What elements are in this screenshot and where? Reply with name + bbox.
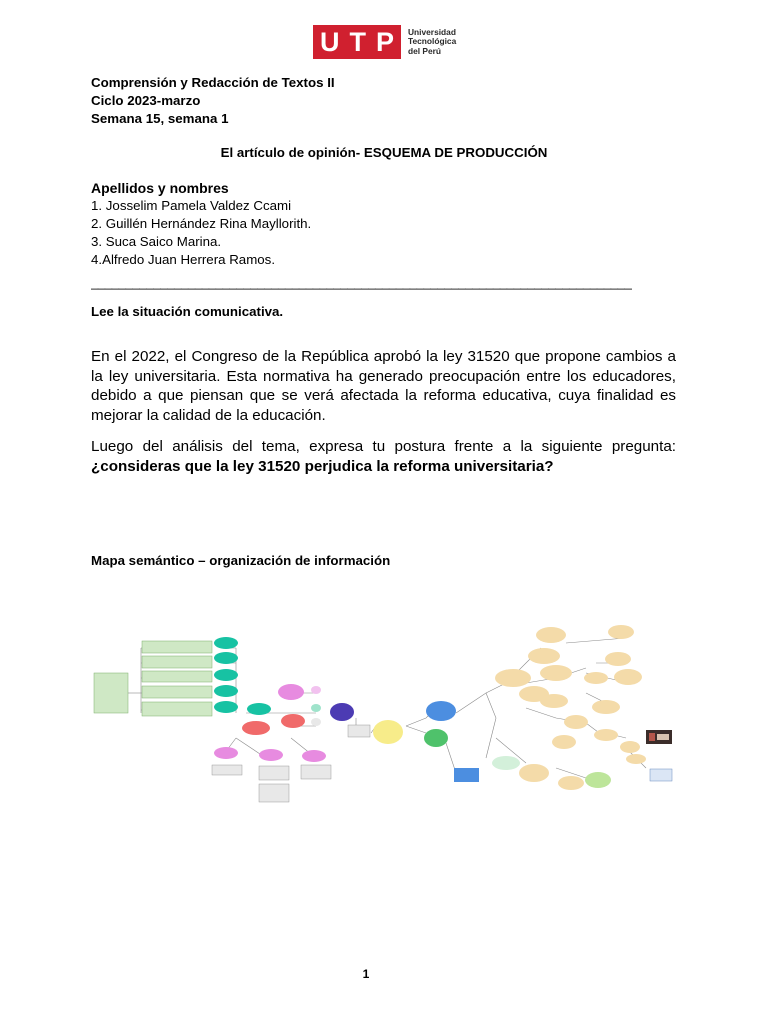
- question-paragraph: [91, 437, 676, 476]
- name-item-1: 1. Josselim Pamela Valdez Ccami: [91, 198, 292, 213]
- logo-university-name: [408, 28, 456, 57]
- student-names: [91, 179, 311, 269]
- utp-logo-box: [313, 25, 401, 59]
- situation-paragraph: En el 2022, el Congreso de la República aprobó la ley 31520 que propone cambios a la ley universitaria. Esta normativa ha generado preocupación entre los educadores, debido a que piensan que se verá afectada la reforma educativa, cuya finalidad es mejorar la calidad de la educación.: [91, 348, 676, 424]
- names-heading: Apellidos y nombres: [91, 180, 229, 196]
- page-number: 1: [362, 967, 370, 981]
- map-photo-thumbnails: [646, 730, 672, 781]
- logo-letter-t: T: [349, 27, 366, 57]
- logo-letter-u: U: [319, 27, 340, 57]
- map-nodes-left: [94, 637, 331, 802]
- name-item-3: 3. Suca Saico Marina.: [91, 234, 222, 249]
- logo-line-1: Universidad: [408, 26, 456, 37]
- question-lead: Luego del análisis del tema, expresa tu postura frente a la siguiente pregunta:: [91, 438, 676, 455]
- utp-logo: [313, 25, 456, 59]
- name-item-2: 2. Guillén Hernández Rina Mayllorith.: [91, 216, 312, 231]
- course-week: Semana 15, semana 1: [91, 111, 229, 126]
- map-nodes-right: [492, 625, 646, 790]
- course-name: Comprensión y Redacción de Textos II: [91, 75, 335, 90]
- logo-line-3: del Perú: [408, 45, 442, 56]
- name-item-4: 4.Alfredo Juan Herrera Ramos.: [91, 252, 276, 267]
- instruction-text: Lee la situación comunicativa.: [91, 304, 284, 319]
- logo-line-2: Tecnológica: [408, 36, 457, 47]
- question-text: ¿consideras que la ley 31520 perjudica la reforma universitaria?: [91, 457, 554, 475]
- logo-letter-p: P: [375, 27, 394, 57]
- document-title: El artículo de opinión- ESQUEMA DE PRODUCCIÓN: [220, 145, 548, 160]
- course-header: [91, 74, 335, 128]
- separator-line: ______________________________________________________________________________: [91, 275, 632, 290]
- course-cycle: Ciclo 2023-marzo: [91, 93, 201, 108]
- map-nodes-center: [330, 701, 479, 782]
- semantic-map-image: [86, 608, 686, 818]
- map-title: Mapa semántico – organización de información: [91, 553, 391, 568]
